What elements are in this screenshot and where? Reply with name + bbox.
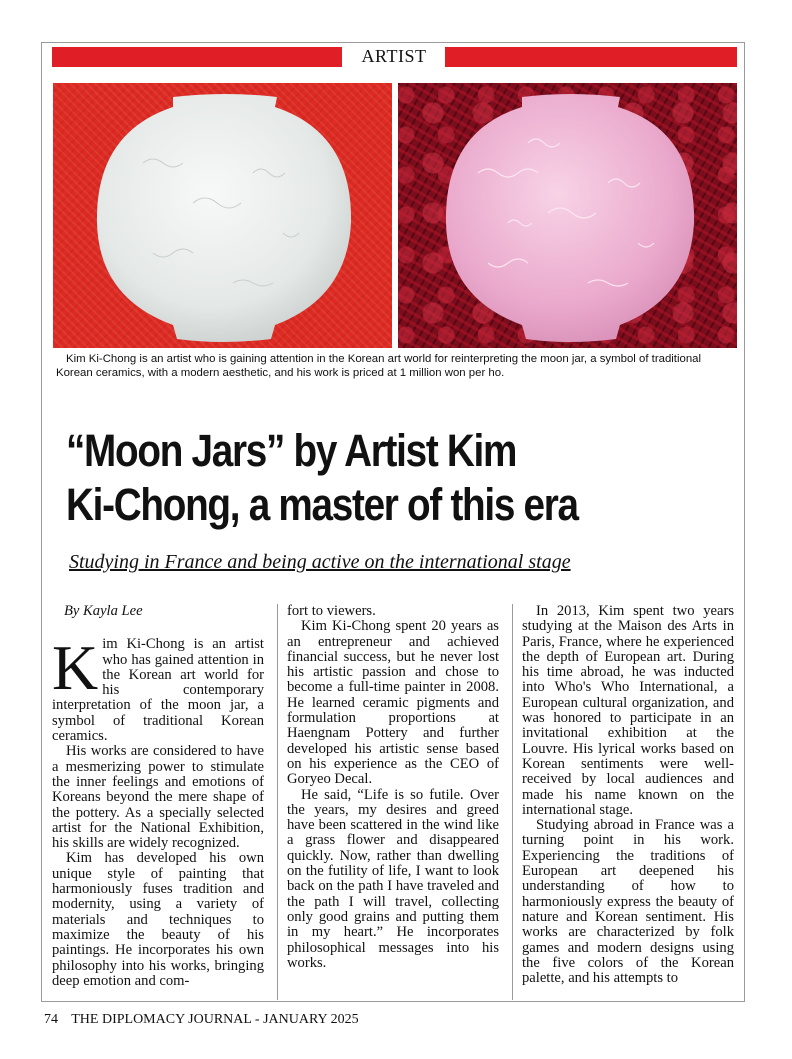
article-column-2 <box>287 604 499 971</box>
article-paragraph: Studying abroad in France was a turning point in his work. Experiencing the traditions of European art deepened his understanding of how to harmoniously express the beauty of nature and Korean sentiment. His works are characterized by folk games and modern designs using the five colors of the Korean palette, and his attempts to <box>522 817 734 987</box>
headline-line-2: Ki-Chong, a master of this era <box>66 479 578 530</box>
section-bar-left <box>52 47 342 67</box>
article-column-1 <box>52 604 264 989</box>
article-paragraph: He said, “Life is so futile. Over the years, my desires and greed have been scattered in the wind like a grass flower and disappeared quickly. Now, rather than dwelling on the futility of life, I want to look back on the path I have traveled and the path I will travel, collecting only good grains and putting them in my heart.” He incorporates philosophical messages into his works. <box>287 786 499 971</box>
article-paragraph: Kim has developed his own unique style of painting that harmoniously fuses tradition and modernity, using a variety of materials and techniques to maximize the beauty of his paintings. He incorporates his own philosophy into his works, bringing deep emotion and com- <box>52 850 264 989</box>
article-paragraph-text: im Ki-Chong is an artist who has gained attention in the Korean art world for his contemporary interpretation of the moon jar, a symbol of traditional Korean ceramics. <box>52 636 264 745</box>
article-paragraph: fort to viewers. <box>287 603 376 619</box>
article-paragraph: Kim Ki-Chong spent 20 years as an entrepreneur and achieved financial success, but he never lost his artistic passion and chose to become a full-time painter in 2008. He learned ceramic pigments and formulation proportions at Haengnam Pottery and further developed his artistic sense based on his experience as the CEO of Goryeo Decal. <box>287 618 499 788</box>
page-footer <box>44 1012 369 1028</box>
white-moon-jar-photo <box>53 83 392 348</box>
publication-name: THE DIPLOMACY JOURNAL - JANUARY 2025 <box>71 1012 359 1027</box>
page-number: 74 <box>44 1012 58 1027</box>
headline-line-1: “Moon Jars” by Artist Kim <box>66 425 517 476</box>
subheadline: Studying in France and being active on the international stage <box>69 551 571 573</box>
white-moon-jar-illustration <box>53 83 392 348</box>
article-paragraph: In 2013, Kim spent two years studying at the Maison des Arts in Paris, France, where he experienced the depth of European art. During his time abroad, he was inducted into Who's Who International, a European cultural organization, and was honored to participate in an invitational exhibition at the Louvre. His lyrical works based on Korean sentiments were well-received by local audiences and made his name known on the international stage. <box>522 603 734 818</box>
article-paragraph <box>52 632 264 745</box>
pink-moon-jar-illustration <box>398 83 737 348</box>
photo-caption: Kim Ki-Chong is an artist who is gaining attention in the Korean art world for reinterpreting the moon jar, a symbol of traditional Korean ceramics, with a modern aesthetic, and his work is priced at 1 million won per ho. <box>56 353 702 379</box>
column-divider <box>512 604 513 1000</box>
drop-cap: K <box>52 632 99 704</box>
byline: By Kayla Lee <box>64 603 143 619</box>
section-label: ARTIST <box>361 46 427 66</box>
headline <box>66 424 651 532</box>
article-column-3 <box>522 604 734 986</box>
article-paragraph: His works are considered to have a mesmerizing power to stimulate the inner feelings and emotions of Koreans beyond the mere shape of the pottery. As a specially selected artist for the National Exhibition, his skills are widely recognized. <box>52 743 264 852</box>
pink-moon-jar-photo <box>398 83 737 348</box>
section-bar-right <box>445 47 737 67</box>
column-divider <box>277 604 278 1000</box>
